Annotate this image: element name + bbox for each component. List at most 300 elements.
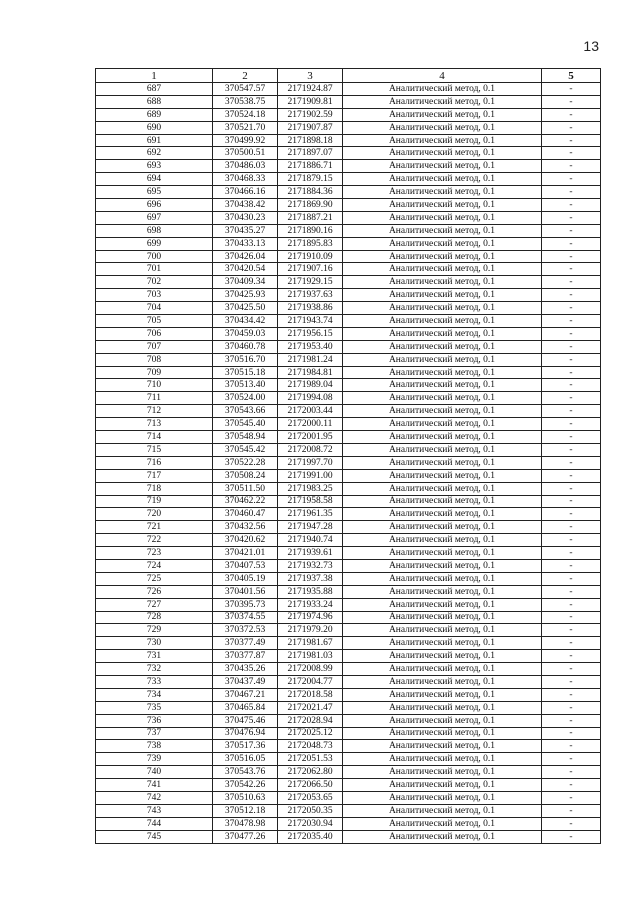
extra-cell: -	[542, 534, 601, 547]
table-row	[96, 714, 601, 727]
x-coordinate-cell: 370434.42	[213, 315, 278, 328]
table-row	[96, 688, 601, 701]
method-cell: Аналитический метод, 0.1	[343, 340, 542, 353]
point-number-cell: 704	[96, 302, 213, 315]
x-coordinate-cell: 370426.04	[213, 250, 278, 263]
method-cell: Аналитический метод, 0.1	[343, 353, 542, 366]
extra-cell: -	[542, 443, 601, 456]
method-cell: Аналитический метод, 0.1	[343, 392, 542, 405]
y-coordinate-cell: 2171879.15	[278, 173, 343, 186]
extra-cell: -	[542, 611, 601, 624]
table-row	[96, 598, 601, 611]
table-row	[96, 766, 601, 779]
x-coordinate-cell: 370542.26	[213, 779, 278, 792]
method-cell: Аналитический метод, 0.1	[343, 469, 542, 482]
extra-cell: -	[542, 521, 601, 534]
extra-cell: -	[542, 199, 601, 212]
point-number-cell: 698	[96, 224, 213, 237]
table-row	[96, 315, 601, 328]
x-coordinate-cell: 370372.53	[213, 624, 278, 637]
x-coordinate-cell: 370462.22	[213, 495, 278, 508]
point-number-cell: 730	[96, 637, 213, 650]
x-coordinate-cell: 370543.76	[213, 766, 278, 779]
y-coordinate-cell: 2172001.95	[278, 431, 343, 444]
table-row	[96, 121, 601, 134]
y-coordinate-cell: 2171890.16	[278, 224, 343, 237]
point-number-cell: 710	[96, 379, 213, 392]
table-row	[96, 353, 601, 366]
method-cell: Аналитический метод, 0.1	[343, 302, 542, 315]
point-number-cell: 708	[96, 353, 213, 366]
extra-cell: -	[542, 160, 601, 173]
point-number-cell: 697	[96, 211, 213, 224]
extra-cell: -	[542, 147, 601, 160]
point-number-cell: 718	[96, 482, 213, 495]
method-cell: Аналитический метод, 0.1	[343, 714, 542, 727]
table-row	[96, 830, 601, 843]
extra-cell: -	[542, 675, 601, 688]
extra-cell: -	[542, 237, 601, 250]
coordinates-table	[95, 68, 601, 844]
point-number-cell: 719	[96, 495, 213, 508]
method-cell: Аналитический метод, 0.1	[343, 327, 542, 340]
method-cell: Аналитический метод, 0.1	[343, 186, 542, 199]
x-coordinate-cell: 370405.19	[213, 572, 278, 585]
y-coordinate-cell: 2171956.15	[278, 327, 343, 340]
point-number-cell: 691	[96, 134, 213, 147]
y-coordinate-cell: 2171994.08	[278, 392, 343, 405]
point-number-cell: 699	[96, 237, 213, 250]
y-coordinate-cell: 2172008.72	[278, 443, 343, 456]
x-coordinate-cell: 370511.50	[213, 482, 278, 495]
table-row	[96, 237, 601, 250]
extra-cell: -	[542, 366, 601, 379]
method-cell: Аналитический метод, 0.1	[343, 276, 542, 289]
point-number-cell: 689	[96, 108, 213, 121]
extra-cell: -	[542, 340, 601, 353]
y-coordinate-cell: 2171887.21	[278, 211, 343, 224]
method-cell: Аналитический метод, 0.1	[343, 817, 542, 830]
y-coordinate-cell: 2171937.38	[278, 572, 343, 585]
point-number-cell: 726	[96, 585, 213, 598]
table-row	[96, 779, 601, 792]
method-cell: Аналитический метод, 0.1	[343, 315, 542, 328]
x-coordinate-cell: 370460.47	[213, 508, 278, 521]
method-cell: Аналитический метод, 0.1	[343, 701, 542, 714]
extra-cell: -	[542, 379, 601, 392]
y-coordinate-cell: 2172021.47	[278, 701, 343, 714]
table-row	[96, 134, 601, 147]
table-row	[96, 559, 601, 572]
point-number-cell: 695	[96, 186, 213, 199]
extra-cell: -	[542, 276, 601, 289]
x-coordinate-cell: 370516.05	[213, 753, 278, 766]
extra-cell: -	[542, 688, 601, 701]
x-coordinate-cell: 370420.54	[213, 263, 278, 276]
y-coordinate-cell: 2171897.07	[278, 147, 343, 160]
x-coordinate-cell: 370510.63	[213, 791, 278, 804]
x-coordinate-cell: 370407.53	[213, 559, 278, 572]
point-number-cell: 709	[96, 366, 213, 379]
table-row	[96, 211, 601, 224]
y-coordinate-cell: 2171961.35	[278, 508, 343, 521]
method-cell: Аналитический метод, 0.1	[343, 443, 542, 456]
extra-cell: -	[542, 637, 601, 650]
y-coordinate-cell: 2171907.16	[278, 263, 343, 276]
method-cell: Аналитический метод, 0.1	[343, 663, 542, 676]
table-row	[96, 366, 601, 379]
point-number-cell: 688	[96, 95, 213, 108]
table-row	[96, 740, 601, 753]
x-coordinate-cell: 370522.28	[213, 456, 278, 469]
x-coordinate-cell: 370459.03	[213, 327, 278, 340]
method-cell: Аналитический метод, 0.1	[343, 753, 542, 766]
y-coordinate-cell: 2171953.40	[278, 340, 343, 353]
extra-cell: -	[542, 740, 601, 753]
method-cell: Аналитический метод, 0.1	[343, 779, 542, 792]
y-coordinate-cell: 2171895.83	[278, 237, 343, 250]
table-row	[96, 83, 601, 96]
x-coordinate-cell: 370437.49	[213, 675, 278, 688]
extra-cell: -	[542, 186, 601, 199]
y-coordinate-cell: 2171940.74	[278, 534, 343, 547]
extra-cell: -	[542, 714, 601, 727]
y-coordinate-cell: 2171932.73	[278, 559, 343, 572]
y-coordinate-cell: 2171943.74	[278, 315, 343, 328]
x-coordinate-cell: 370478.98	[213, 817, 278, 830]
extra-cell: -	[542, 418, 601, 431]
y-coordinate-cell: 2172053.65	[278, 791, 343, 804]
method-cell: Аналитический метод, 0.1	[343, 495, 542, 508]
y-coordinate-cell: 2171947.28	[278, 521, 343, 534]
method-cell: Аналитический метод, 0.1	[343, 366, 542, 379]
x-coordinate-cell: 370524.18	[213, 108, 278, 121]
table-row	[96, 482, 601, 495]
point-number-cell: 712	[96, 405, 213, 418]
x-coordinate-cell: 370466.16	[213, 186, 278, 199]
extra-cell: -	[542, 650, 601, 663]
extra-cell: -	[542, 327, 601, 340]
point-number-cell: 702	[96, 276, 213, 289]
y-coordinate-cell: 2171884.36	[278, 186, 343, 199]
extra-cell: -	[542, 392, 601, 405]
extra-cell: -	[542, 250, 601, 263]
point-number-cell: 707	[96, 340, 213, 353]
y-coordinate-cell: 2171898.18	[278, 134, 343, 147]
extra-cell: -	[542, 598, 601, 611]
x-coordinate-cell: 370395.73	[213, 598, 278, 611]
y-coordinate-cell: 2171869.90	[278, 199, 343, 212]
extra-cell: -	[542, 508, 601, 521]
point-number-cell: 732	[96, 663, 213, 676]
y-coordinate-cell: 2172035.40	[278, 830, 343, 843]
x-coordinate-cell: 370515.18	[213, 366, 278, 379]
point-number-cell: 703	[96, 289, 213, 302]
method-cell: Аналитический метод, 0.1	[343, 211, 542, 224]
y-coordinate-cell: 2172050.35	[278, 804, 343, 817]
table-row	[96, 418, 601, 431]
y-coordinate-cell: 2171933.24	[278, 598, 343, 611]
extra-cell: -	[542, 263, 601, 276]
extra-cell: -	[542, 83, 601, 96]
x-coordinate-cell: 370425.50	[213, 302, 278, 315]
method-cell: Аналитический метод, 0.1	[343, 160, 542, 173]
table-row	[96, 585, 601, 598]
extra-cell: -	[542, 224, 601, 237]
y-coordinate-cell: 2172008.99	[278, 663, 343, 676]
x-coordinate-cell: 370401.56	[213, 585, 278, 598]
method-cell: Аналитический метод, 0.1	[343, 804, 542, 817]
x-coordinate-cell: 370508.24	[213, 469, 278, 482]
extra-cell: -	[542, 817, 601, 830]
x-coordinate-cell: 370486.03	[213, 160, 278, 173]
method-cell: Аналитический метод, 0.1	[343, 534, 542, 547]
x-coordinate-cell: 370421.01	[213, 547, 278, 560]
point-number-cell: 701	[96, 263, 213, 276]
table-row	[96, 637, 601, 650]
y-coordinate-cell: 2171983.25	[278, 482, 343, 495]
method-cell: Аналитический метод, 0.1	[343, 379, 542, 392]
extra-cell: -	[542, 572, 601, 585]
extra-cell: -	[542, 804, 601, 817]
extra-cell: -	[542, 727, 601, 740]
method-cell: Аналитический метод, 0.1	[343, 727, 542, 740]
x-coordinate-cell: 370545.40	[213, 418, 278, 431]
y-coordinate-cell: 2171924.87	[278, 83, 343, 96]
table-row	[96, 701, 601, 714]
y-coordinate-cell: 2171935.88	[278, 585, 343, 598]
method-cell: Аналитический метод, 0.1	[343, 637, 542, 650]
method-cell: Аналитический метод, 0.1	[343, 572, 542, 585]
point-number-cell: 711	[96, 392, 213, 405]
method-cell: Аналитический метод, 0.1	[343, 199, 542, 212]
extra-cell: -	[542, 701, 601, 714]
point-number-cell: 731	[96, 650, 213, 663]
y-coordinate-cell: 2172028.94	[278, 714, 343, 727]
method-cell: Аналитический метод, 0.1	[343, 830, 542, 843]
table-header	[96, 69, 601, 83]
x-coordinate-cell: 370468.33	[213, 173, 278, 186]
header-row	[96, 69, 601, 83]
x-coordinate-cell: 370524.00	[213, 392, 278, 405]
x-coordinate-cell: 370548.94	[213, 431, 278, 444]
y-coordinate-cell: 2172003.44	[278, 405, 343, 418]
y-coordinate-cell: 2171984.81	[278, 366, 343, 379]
y-coordinate-cell: 2171981.03	[278, 650, 343, 663]
point-number-cell: 723	[96, 547, 213, 560]
extra-cell: -	[542, 315, 601, 328]
table-row	[96, 624, 601, 637]
method-cell: Аналитический метод, 0.1	[343, 108, 542, 121]
x-coordinate-cell: 370512.18	[213, 804, 278, 817]
method-cell: Аналитический метод, 0.1	[343, 624, 542, 637]
extra-cell: -	[542, 791, 601, 804]
x-coordinate-cell: 370517.36	[213, 740, 278, 753]
point-number-cell: 721	[96, 521, 213, 534]
x-coordinate-cell: 370433.13	[213, 237, 278, 250]
y-coordinate-cell: 2172051.53	[278, 753, 343, 766]
x-coordinate-cell: 370500.51	[213, 147, 278, 160]
x-coordinate-cell: 370425.93	[213, 289, 278, 302]
x-coordinate-cell: 370438.42	[213, 199, 278, 212]
extra-cell: -	[542, 559, 601, 572]
table-row	[96, 817, 601, 830]
y-coordinate-cell: 2171938.86	[278, 302, 343, 315]
point-number-cell: 690	[96, 121, 213, 134]
extra-cell: -	[542, 353, 601, 366]
table-row	[96, 443, 601, 456]
method-cell: Аналитический метод, 0.1	[343, 508, 542, 521]
point-number-cell: 694	[96, 173, 213, 186]
point-number-cell: 727	[96, 598, 213, 611]
extra-cell: -	[542, 134, 601, 147]
extra-cell: -	[542, 495, 601, 508]
table-row	[96, 95, 601, 108]
x-coordinate-cell: 370516.70	[213, 353, 278, 366]
point-number-cell: 729	[96, 624, 213, 637]
page-number: 13	[583, 38, 599, 54]
point-number-cell: 736	[96, 714, 213, 727]
method-cell: Аналитический метод, 0.1	[343, 585, 542, 598]
x-coordinate-cell: 370547.57	[213, 83, 278, 96]
point-number-cell: 724	[96, 559, 213, 572]
point-number-cell: 720	[96, 508, 213, 521]
x-coordinate-cell: 370477.26	[213, 830, 278, 843]
point-number-cell: 717	[96, 469, 213, 482]
point-number-cell: 700	[96, 250, 213, 263]
method-cell: Аналитический метод, 0.1	[343, 250, 542, 263]
y-coordinate-cell: 2171937.63	[278, 289, 343, 302]
extra-cell: -	[542, 108, 601, 121]
x-coordinate-cell: 370465.84	[213, 701, 278, 714]
y-coordinate-cell: 2171974.96	[278, 611, 343, 624]
table-row	[96, 108, 601, 121]
y-coordinate-cell: 2172048.73	[278, 740, 343, 753]
method-cell: Аналитический метод, 0.1	[343, 263, 542, 276]
table-row	[96, 534, 601, 547]
x-coordinate-cell: 370435.27	[213, 224, 278, 237]
y-coordinate-cell: 2171939.61	[278, 547, 343, 560]
point-number-cell: 714	[96, 431, 213, 444]
point-number-cell: 742	[96, 791, 213, 804]
table-body	[96, 83, 601, 844]
table-row	[96, 147, 601, 160]
method-cell: Аналитический метод, 0.1	[343, 766, 542, 779]
extra-cell: -	[542, 663, 601, 676]
method-cell: Аналитический метод, 0.1	[343, 740, 542, 753]
table-row	[96, 521, 601, 534]
extra-cell: -	[542, 482, 601, 495]
table-row	[96, 804, 601, 817]
method-cell: Аналитический метод, 0.1	[343, 688, 542, 701]
point-number-cell: 706	[96, 327, 213, 340]
x-coordinate-cell: 370432.56	[213, 521, 278, 534]
x-coordinate-cell: 370538.75	[213, 95, 278, 108]
point-number-cell: 687	[96, 83, 213, 96]
method-cell: Аналитический метод, 0.1	[343, 237, 542, 250]
x-coordinate-cell: 370409.34	[213, 276, 278, 289]
point-number-cell: 733	[96, 675, 213, 688]
x-coordinate-cell: 370521.70	[213, 121, 278, 134]
table-row	[96, 392, 601, 405]
table-row	[96, 431, 601, 444]
extra-cell: -	[542, 405, 601, 418]
table-row	[96, 250, 601, 263]
table-row	[96, 224, 601, 237]
header-col-3: 3	[278, 69, 343, 83]
y-coordinate-cell: 2172062.80	[278, 766, 343, 779]
y-coordinate-cell: 2172000.11	[278, 418, 343, 431]
method-cell: Аналитический метод, 0.1	[343, 559, 542, 572]
point-number-cell: 728	[96, 611, 213, 624]
x-coordinate-cell: 370475.46	[213, 714, 278, 727]
x-coordinate-cell: 370374.55	[213, 611, 278, 624]
y-coordinate-cell: 2172018.58	[278, 688, 343, 701]
x-coordinate-cell: 370499.92	[213, 134, 278, 147]
point-number-cell: 740	[96, 766, 213, 779]
table-row	[96, 276, 601, 289]
table-row	[96, 791, 601, 804]
table-row	[96, 186, 601, 199]
table-row	[96, 302, 601, 315]
method-cell: Аналитический метод, 0.1	[343, 147, 542, 160]
y-coordinate-cell: 2171910.09	[278, 250, 343, 263]
x-coordinate-cell: 370377.87	[213, 650, 278, 663]
extra-cell: -	[542, 469, 601, 482]
y-coordinate-cell: 2171991.00	[278, 469, 343, 482]
extra-cell: -	[542, 95, 601, 108]
extra-cell: -	[542, 456, 601, 469]
extra-cell: -	[542, 431, 601, 444]
point-number-cell: 743	[96, 804, 213, 817]
method-cell: Аналитический метод, 0.1	[343, 547, 542, 560]
y-coordinate-cell: 2171979.20	[278, 624, 343, 637]
table-row	[96, 327, 601, 340]
table-row	[96, 199, 601, 212]
extra-cell: -	[542, 753, 601, 766]
x-coordinate-cell: 370377.49	[213, 637, 278, 650]
table-row	[96, 727, 601, 740]
x-coordinate-cell: 370435.26	[213, 663, 278, 676]
x-coordinate-cell: 370476.94	[213, 727, 278, 740]
method-cell: Аналитический метод, 0.1	[343, 134, 542, 147]
header-col-5: 5	[542, 69, 601, 83]
table-row	[96, 405, 601, 418]
table-row	[96, 495, 601, 508]
y-coordinate-cell: 2171886.71	[278, 160, 343, 173]
y-coordinate-cell: 2172004.77	[278, 675, 343, 688]
y-coordinate-cell: 2171902.59	[278, 108, 343, 121]
point-number-cell: 734	[96, 688, 213, 701]
method-cell: Аналитический метод, 0.1	[343, 405, 542, 418]
point-number-cell: 739	[96, 753, 213, 766]
point-number-cell: 705	[96, 315, 213, 328]
table-row	[96, 547, 601, 560]
point-number-cell: 744	[96, 817, 213, 830]
extra-cell: -	[542, 173, 601, 186]
method-cell: Аналитический метод, 0.1	[343, 224, 542, 237]
x-coordinate-cell: 370513.40	[213, 379, 278, 392]
extra-cell: -	[542, 211, 601, 224]
method-cell: Аналитический метод, 0.1	[343, 83, 542, 96]
point-number-cell: 745	[96, 830, 213, 843]
method-cell: Аналитический метод, 0.1	[343, 650, 542, 663]
method-cell: Аналитический метод, 0.1	[343, 598, 542, 611]
point-number-cell: 713	[96, 418, 213, 431]
point-number-cell: 722	[96, 534, 213, 547]
x-coordinate-cell: 370545.42	[213, 443, 278, 456]
extra-cell: -	[542, 830, 601, 843]
